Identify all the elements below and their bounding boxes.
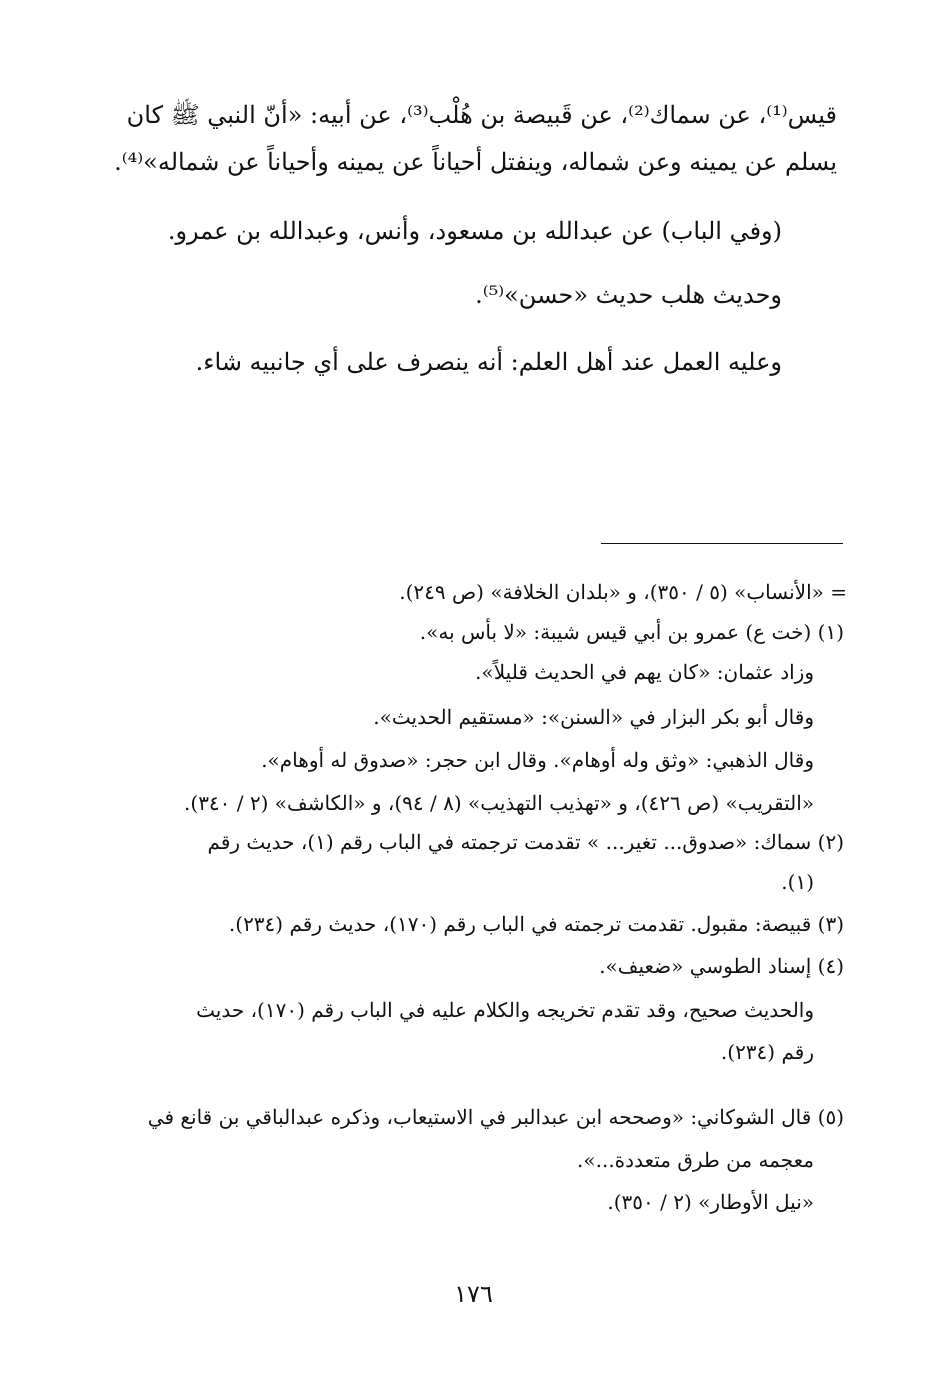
footnote-5-line-2: معجمه من طرق متعددة...». [577, 1148, 814, 1172]
footnote-2-line-1: (٢) سماك: «صدوق... تغير... » تقدمت ترجمته في الباب رقم (١)، حديث رقم [207, 830, 844, 854]
footnote-1-line-2: وزاد عثمان: «كان يهم في الحديث قليلاً». [475, 660, 814, 684]
main-text-line-3: (وفي الباب) عن عبدالله بن مسعود، وأنس، وعبدالله بن عمرو. [167, 217, 782, 245]
footnote-1-line-1: (١) (خت ع) عمرو بن أبي قيس شيبة: «لا بأس به». [419, 620, 844, 644]
footnote-4-line-1: (٤) إسناد الطوسي «ضعيف». [599, 954, 844, 978]
page-number: ١٧٦ [454, 1280, 493, 1308]
footnote-5-line-1: (٥) قال الشوكاني: «وصححه ابن عبدالبر في الاستيعاب، وذكره عبدالباقي بن قانع في [147, 1105, 844, 1129]
footnote-separator [601, 543, 843, 544]
footnote-2-line-2: (١). [781, 870, 814, 894]
footnote-1-line-4: وقال الذهبي: «وثق وله أوهام». وقال ابن حجر: «صدوق له أوهام». [261, 748, 814, 772]
footnote-3: (٣) قبيصة: مقبول. تقدمت ترجمته في الباب رقم (١٧٠)، حديث رقم (٢٣٤). [228, 912, 844, 936]
footnote-1-line-5: «التقريب» (ص ٤٢٦)، و «تهذيب التهذيب» (٨ / ٩٤)، و «الكاشف» (٢ / ٣٤٠). [184, 791, 814, 815]
footnote-4-line-2: والحديث صحيح، وقد تقدم تخريجه والكلام عليه في الباب رقم (١٧٠)، حديث [196, 998, 814, 1022]
footnote-5-line-3: «نيل الأوطار» (٢ / ٣٥٠). [607, 1190, 814, 1214]
footnote-1-line-3: وقال أبو بكر البزار في «السنن»: «مستقيم الحديث». [373, 705, 814, 729]
main-text-line-4: وحديث هلب حديث «حسن»⁽⁵⁾. [475, 281, 782, 309]
footnote-4-line-3: رقم (٢٣٤). [720, 1040, 814, 1064]
main-text-line-1: قيس⁽¹⁾، عن سماك⁽²⁾، عن قَبيصة بن هُلْب⁽³⁾، عن أبيه: «أنّ النبي ﷺ كان [126, 101, 837, 129]
footnote-continuation: = «الأنساب» (٥ / ٣٥٠)، و «بلدان الخلافة» (ص ٢٤٩). [399, 580, 847, 604]
main-text-line-2: يسلم عن يمينه وعن شماله، وينفتل أحياناً عن يمينه وأحياناً عن شماله»⁽⁴⁾. [114, 148, 837, 176]
main-text-line-5: وعليه العمل عند أهل العلم: أنه ينصرف على أي جانبيه شاء. [195, 348, 782, 376]
